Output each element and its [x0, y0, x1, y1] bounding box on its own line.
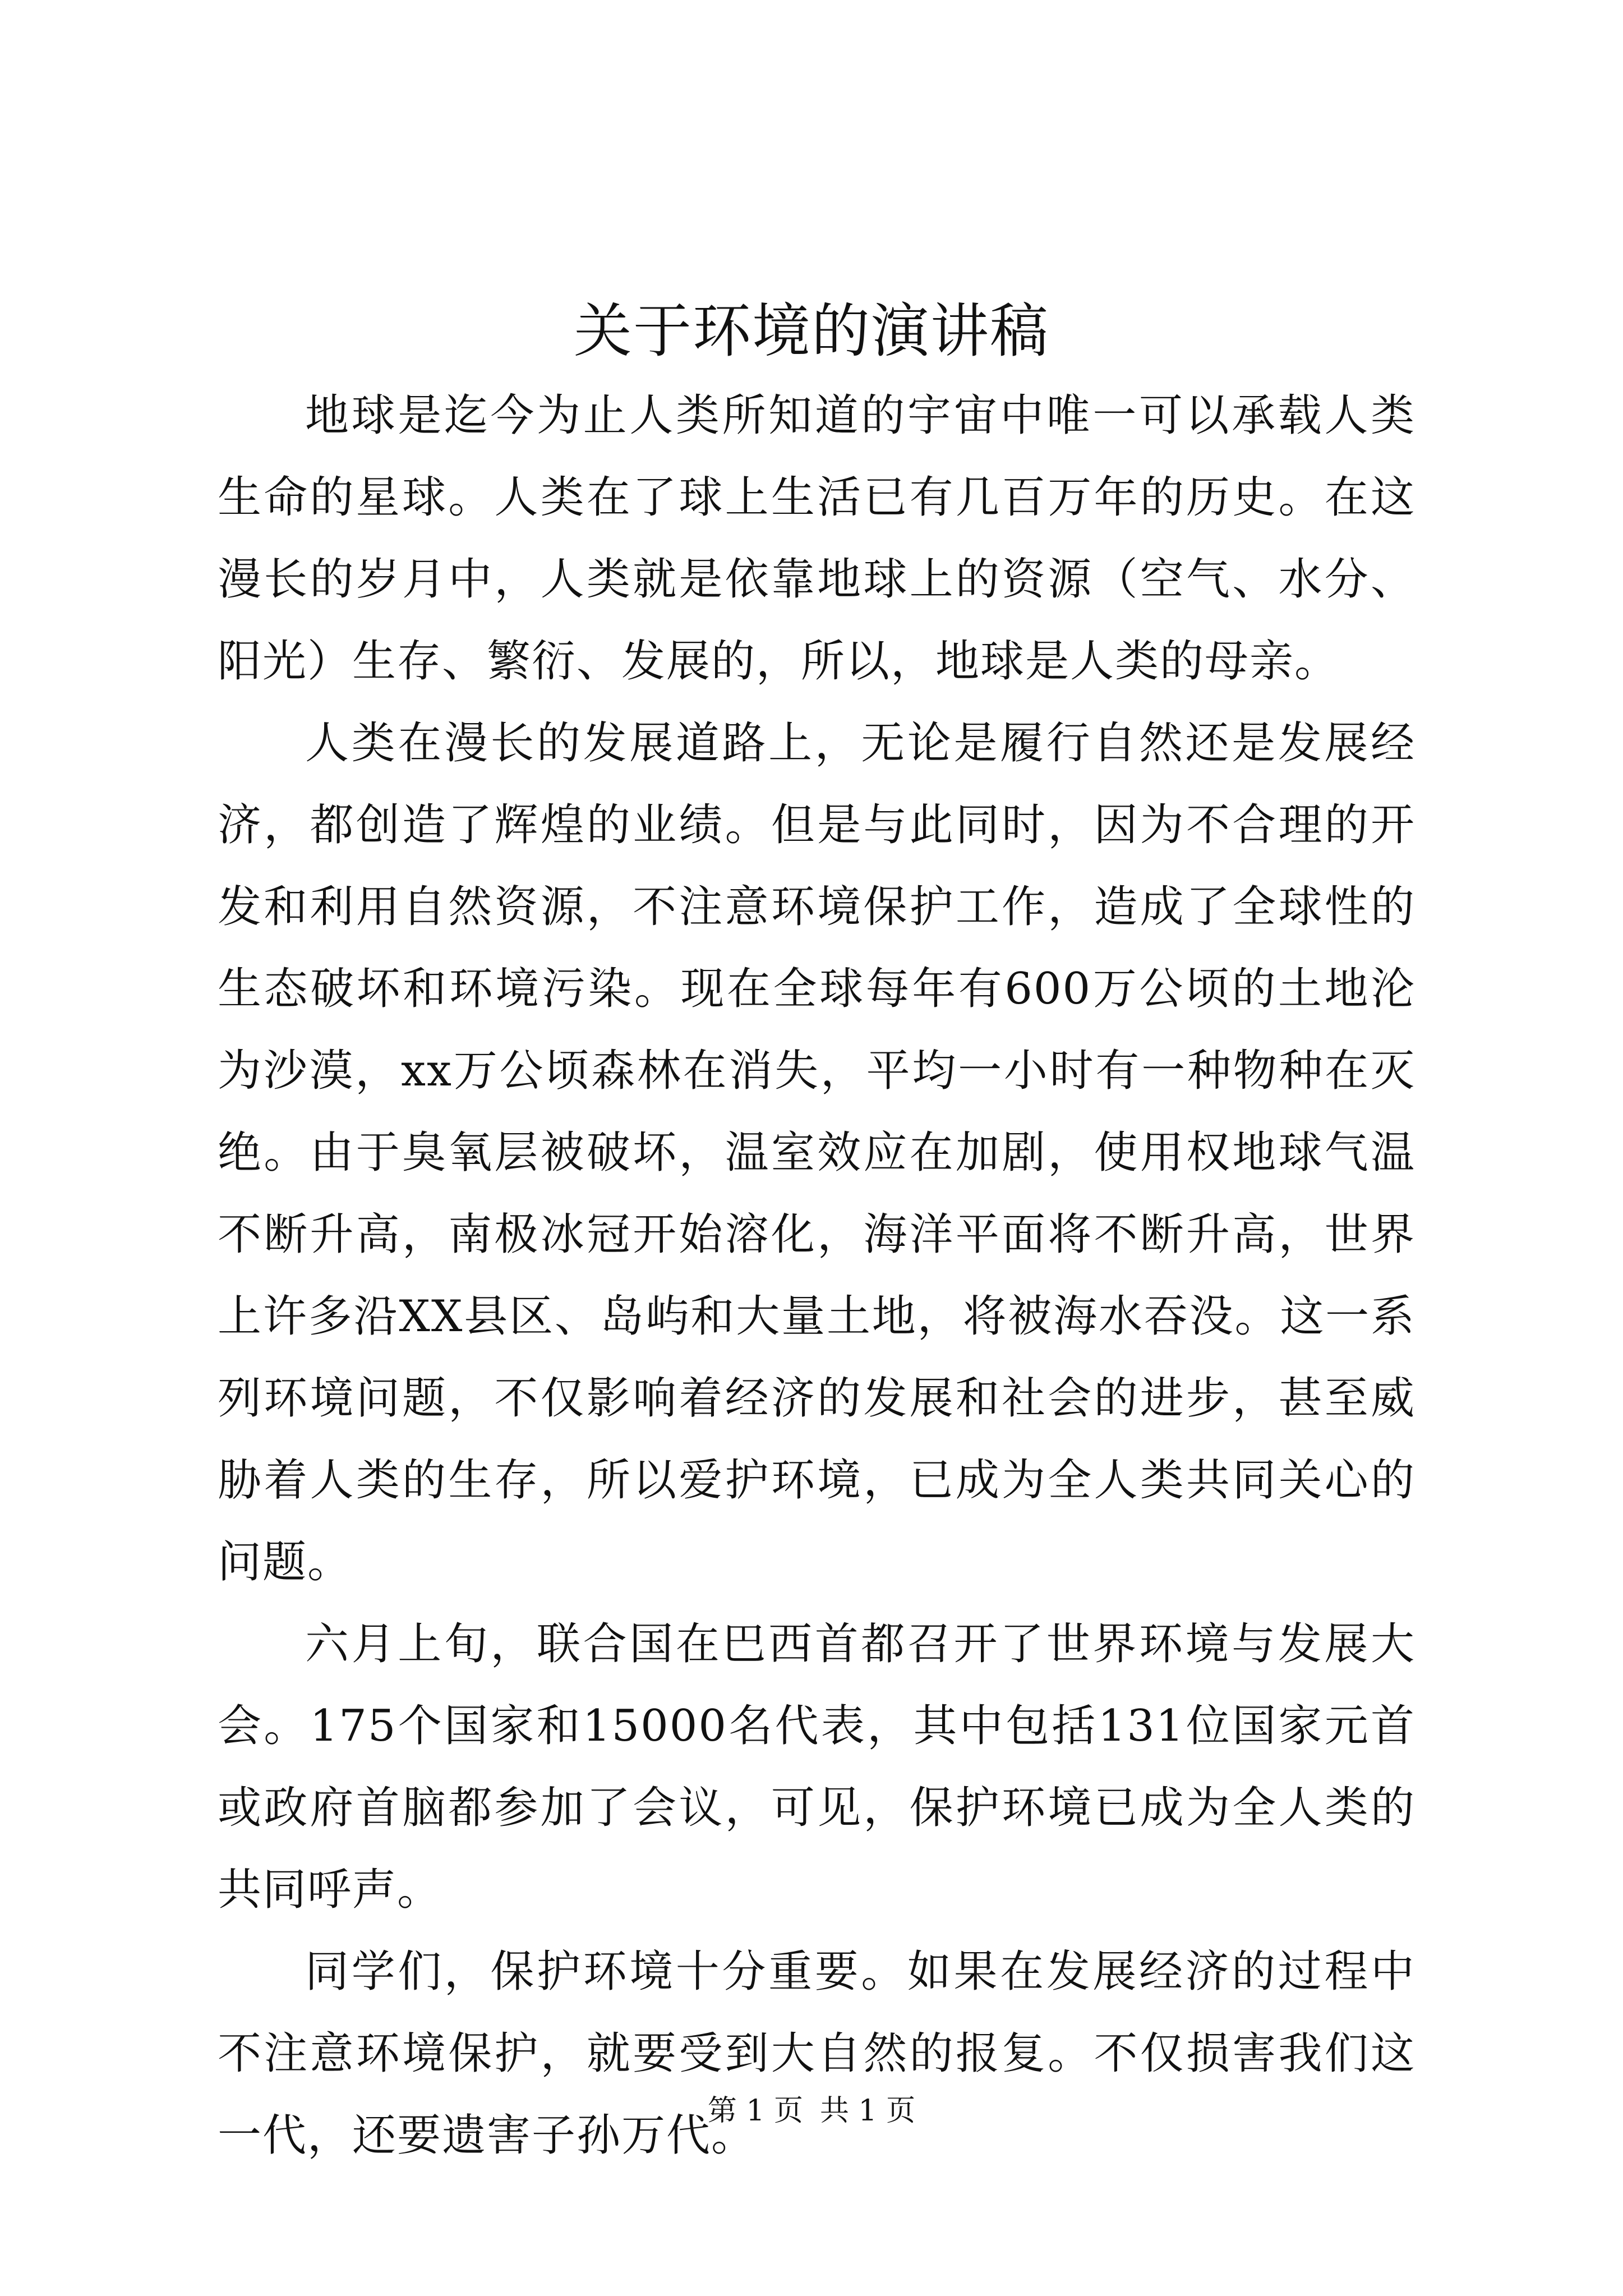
paragraph-2: 人类在漫长的发展道路上，无论是履行自然还是发展经济，都创造了辉煌的业绩。但是与此同时，因为不合理的开发和利用自然资源，不注意环境保护工作，造成了全球性的生态破坏和环境污染。现在全球每年有600万公顷的土地沦为沙漠，xx万公顷森林在消失，平均一小时有一种物种在灭绝。由于臭氧层被破坏，温室效应在加剧，使用权地球气温不断升高，南极冰冠开始溶化，海洋平面将不断升高，世界上许多沿XX县区、岛屿和大量土地，将被海水吞没。这一系列环境问题，不仅影响着经济的发展和社会的进步，甚至威胁着人类的生存，所以爱护环境，已成为全人类共同关心的问题。	[218, 718, 1415, 1588]
document-body	[218, 375, 1415, 2177]
paragraph-4: 同学们，保护环境十分重要。如果在发展经济的过程中不注意环境保护，就要受到大自然的报复。不仅损害我们这一代，还要遗害子孙万代。	[218, 1947, 1415, 2161]
page-footer	[0, 2091, 1623, 2131]
paragraph-3: 六月上旬，联合国在巴西首都召开了世界环境与发展大会。175个国家和15000名代表，其中包括131位国家元首或政府首脑都参加了会议，可见，保护环境已成为全人类的共同呼声。	[218, 1619, 1415, 1915]
page-total: 共 1 页	[820, 2094, 916, 2128]
page-number: 第 1 页	[707, 2094, 803, 2128]
paragraph-1: 地球是迄今为止人类所知道的宇宙中唯一可以承载人类生命的星球。人类在了球上生活已有几百万年的历史。在这漫长的岁月中，人类就是依靠地球上的资源（空气、水分、阳光）生存、繁衍、发展的，所以，地球是人类的母亲。	[218, 390, 1415, 687]
document-title: 关于环境的演讲稿	[573, 297, 1049, 365]
